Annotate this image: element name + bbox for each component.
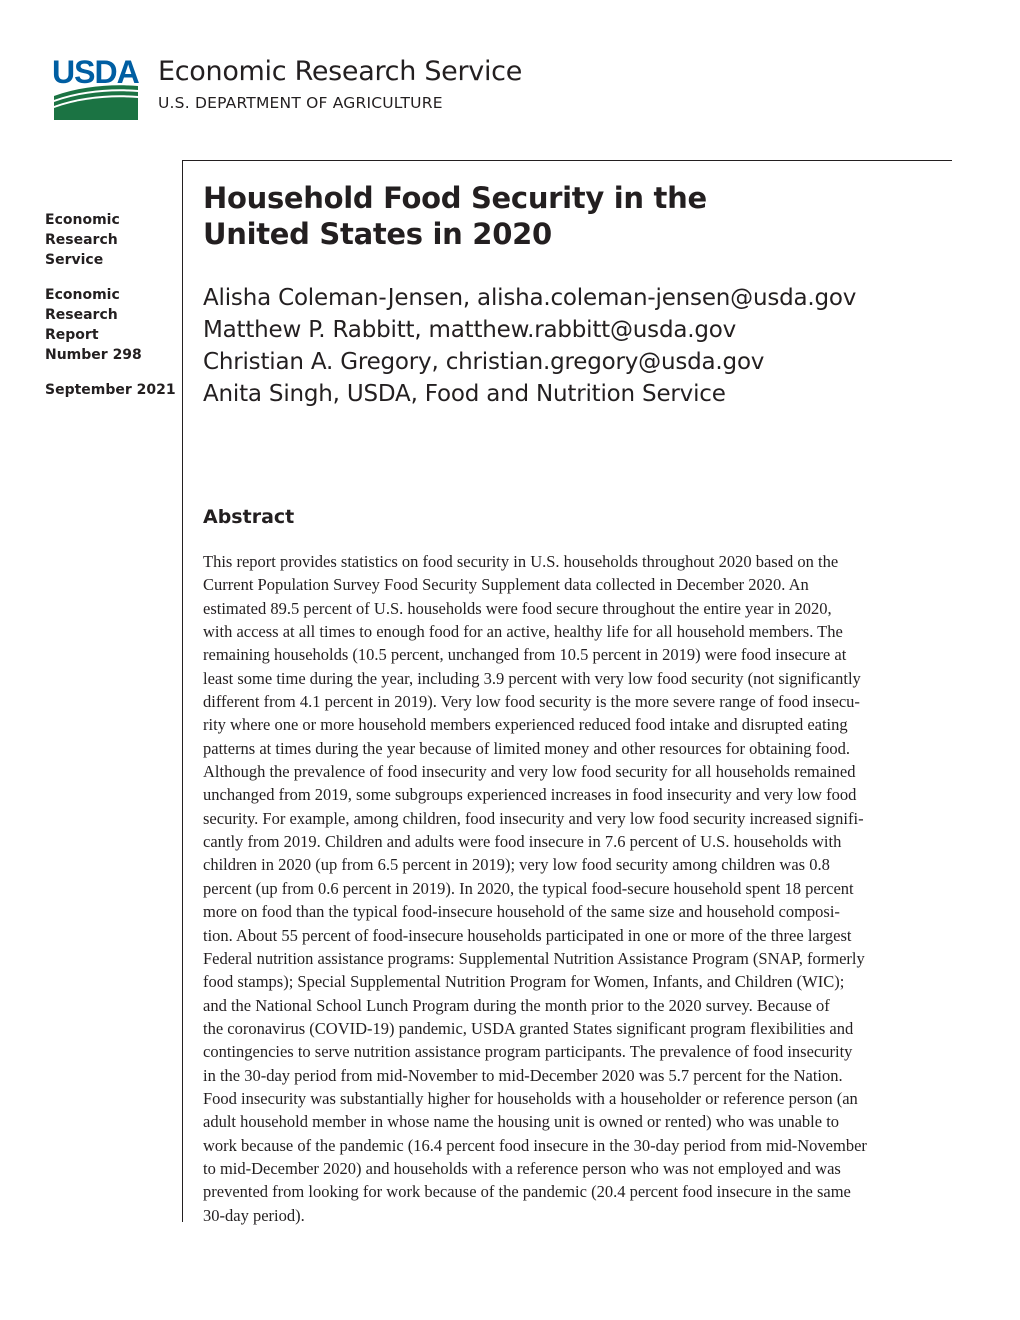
sidebar-report-number: [45, 285, 175, 365]
sidebar-report-line: Number 298: [45, 347, 142, 363]
abstract-line: children in 2020 (up from 6.5 percent in 2019); very low food security among children was 0.8: [203, 855, 830, 875]
abstract-line: Federal nutrition assistance programs: Supplemental Nutrition Assistance Program (SNAP, formerly: [203, 948, 865, 968]
abstract-line: adult household member in whose name the housing unit is owned or rented) who was unable to: [203, 1112, 840, 1132]
abstract-line: Current Population Survey Food Security Supplement data collected in December 2020. An: [203, 575, 809, 595]
sidebar-date-block: [45, 380, 175, 400]
abstract-line: and the National School Lunch Program during the month prior to the 2020 survey. Because of: [203, 995, 830, 1015]
author-item: Anita Singh, USDA, Food and Nutrition Service: [203, 381, 726, 407]
usda-logo-text: USDA: [52, 54, 139, 90]
left-rule: [182, 160, 183, 1222]
abstract-line: the coronavirus (COVID-19) pandemic, USDA granted States significant program flexibilities and: [203, 1018, 854, 1038]
author-list: [203, 282, 963, 410]
sidebar-report-line: Economic: [45, 287, 120, 303]
sidebar-agency-line: Service: [45, 252, 104, 268]
abstract-line: different from 4.1 percent in 2019). Very low food security is the more severe range of food insecu-: [203, 692, 860, 712]
abstract-line: rity where one or more household members experienced reduced food intake and disrupted eating: [203, 715, 848, 735]
abstract-line: cantly from 2019. Children and adults were food insecure in 7.6 percent of U.S. households with: [203, 832, 842, 852]
author-item: Alisha Coleman-Jensen, alisha.coleman-jensen@usda.gov: [203, 285, 857, 311]
author-item: Christian A. Gregory, christian.gregory@usda.gov: [203, 349, 765, 375]
report-title-line: Household Food Security in the: [203, 181, 707, 215]
abstract-line: Although the prevalence of food insecurity and very low food security for all households remained: [203, 762, 856, 782]
abstract-line: in the 30-day period from mid-November to mid-December 2020 was 5.7 percent for the Nation.: [203, 1065, 843, 1085]
abstract-line: unchanged from 2019, some subgroups experienced increases in food insecurity and very low food: [203, 785, 857, 805]
sidebar-report-line: Report: [45, 327, 99, 343]
abstract-line: 30-day period).: [203, 1205, 305, 1225]
abstract-line: This report provides statistics on food security in U.S. households throughout 2020 based on the: [203, 552, 839, 571]
abstract-line: remaining households (10.5 percent, unchanged from 10.5 percent in 2019) were food insecure at: [203, 645, 847, 665]
report-title: [203, 180, 903, 252]
abstract-line: with access at all times to enough food for an active, healthy life for all household members. The: [203, 622, 843, 642]
abstract-line: work because of the pandemic (16.4 percent food insecure in the 30-day period from mid-November: [203, 1135, 867, 1155]
author-item: Matthew P. Rabbitt, matthew.rabbitt@usda.gov: [203, 317, 737, 343]
abstract-line: prevented from looking for work because of the pandemic (20.4 percent food insecure in the same: [203, 1182, 851, 1202]
top-rule: [182, 160, 952, 161]
department-name: U.S. DEPARTMENT OF AGRICULTURE: [158, 94, 443, 112]
agency-name: Economic Research Service: [158, 56, 523, 87]
report-sidebar: [45, 210, 175, 415]
abstract-line: Food insecurity was substantially higher for households with a householder or reference person (an: [203, 1088, 858, 1108]
sidebar-agency: [45, 210, 175, 270]
abstract-line: food stamps); Special Supplemental Nutrition Program for Women, Infants, and Children (WIC);: [203, 972, 845, 992]
sidebar-date: September 2021: [45, 382, 176, 398]
abstract-heading: Abstract: [203, 506, 295, 528]
abstract-line: to mid-December 2020) and households with a reference person who was not employed and was: [203, 1158, 841, 1178]
abstract-line: least some time during the year, including 3.9 percent with very low food security (not significantly: [203, 668, 861, 688]
abstract-line: percent (up from 0.6 percent in 2019). In 2020, the typical food-secure household spent 18 percent: [203, 878, 854, 898]
abstract-line: contingencies to serve nutrition assistance program participants. The prevalence of food insecurity: [203, 1042, 853, 1062]
abstract-line: security. For example, among children, food insecurity and very low food security increased signifi-: [203, 808, 864, 828]
report-title-line: United States in 2020: [203, 217, 552, 251]
abstract-line: tion. About 55 percent of food-insecure households participated in one or more of the three largest: [203, 925, 852, 945]
abstract-line: patterns at times during the year because of limited money and other resources for obtaining food.: [203, 738, 850, 758]
sidebar-report-line: Research: [45, 307, 118, 323]
abstract-line: estimated 89.5 percent of U.S. households were food secure throughout the entire year in 2020,: [203, 598, 832, 618]
sidebar-agency-line: Research: [45, 232, 118, 248]
abstract-line: more on food than the typical food-insecure household of the same size and household composi-: [203, 902, 840, 922]
abstract-body: [203, 550, 923, 1227]
sidebar-agency-line: Economic: [45, 212, 120, 228]
